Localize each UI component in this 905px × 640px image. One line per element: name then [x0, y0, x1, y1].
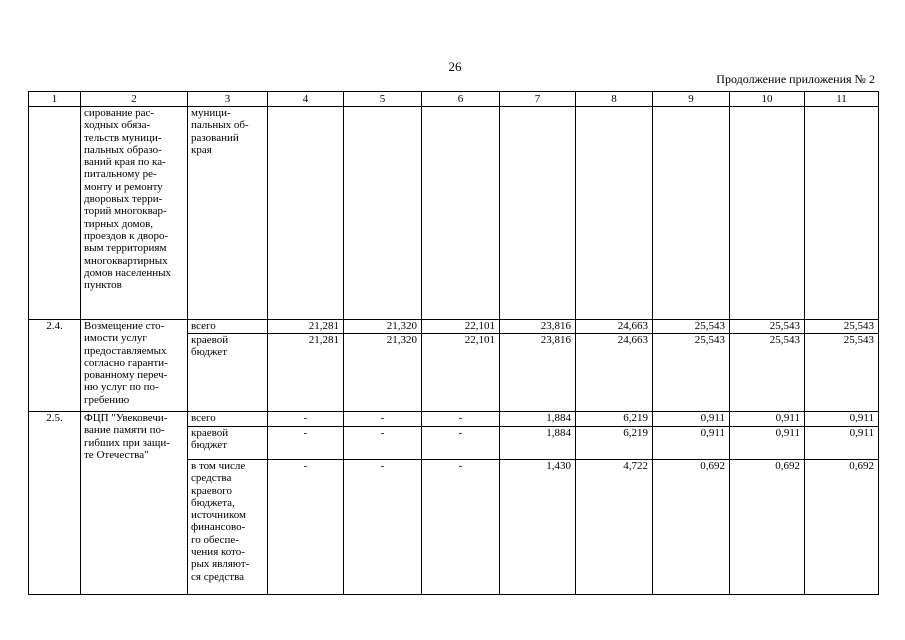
row-code-cell	[29, 107, 81, 320]
row-value-cell	[576, 107, 653, 320]
value-cell: 25,543	[653, 320, 730, 334]
value-cell: 21,320	[344, 320, 422, 334]
page-number: 26	[448, 59, 462, 74]
column-header-6: 6	[422, 92, 500, 107]
value-cell: -	[268, 427, 344, 460]
value-cell: 0,911	[653, 427, 730, 460]
column-header-11: 11	[805, 92, 879, 107]
value-cell: 23,816	[500, 334, 576, 412]
value-cell: -	[344, 460, 422, 595]
value-cell: 22,101	[422, 320, 500, 334]
value-cell: -	[344, 412, 422, 427]
funding-source-cell: всего	[188, 412, 268, 427]
value-cell: -	[268, 412, 344, 427]
column-header-9: 9	[653, 92, 730, 107]
appendix-continuation-label: Продолжение приложения № 2	[716, 72, 875, 86]
value-cell: 25,543	[805, 320, 879, 334]
value-cell: 25,543	[653, 334, 730, 412]
table-row	[29, 412, 879, 427]
value-cell: 21,281	[268, 334, 344, 412]
row-value-cell	[805, 107, 879, 320]
value-cell: 21,320	[344, 334, 422, 412]
table-row-continuation	[29, 107, 879, 320]
row-value-cell	[500, 107, 576, 320]
value-cell: 1,884	[500, 412, 576, 427]
row-value-cell	[268, 107, 344, 320]
value-cell: 1,430	[500, 460, 576, 595]
value-cell: -	[344, 427, 422, 460]
section-code-cell: 2.5.	[29, 412, 81, 595]
value-cell: -	[422, 460, 500, 595]
value-cell: 25,543	[805, 334, 879, 412]
value-cell: 0,911	[730, 427, 805, 460]
value-cell: 0,911	[805, 412, 879, 427]
section-description-cell: Возмещение сто- имости услуг предоставляемых согласно гаранти- рованному переч- ню услуг по по- гребению	[81, 320, 188, 412]
column-header-4: 4	[268, 92, 344, 107]
row-value-cell	[730, 107, 805, 320]
funding-source-cell: всего	[188, 320, 268, 334]
value-cell: 23,816	[500, 320, 576, 334]
funding-source-cell: краевой бюджет	[188, 427, 268, 460]
value-cell: 0,692	[730, 460, 805, 595]
value-cell: 0,692	[805, 460, 879, 595]
row-description-cell: сирование рас- ходных обяза- тельств муници- пальных образо- ваний края по ка- питальному ре- монту и ремонту дворовых терри- торий многоквар- тирных домов, проездов к дворо- вым территориям многоквартирных домов населенных пунктов	[81, 107, 188, 320]
section-description-cell: ФЦП "Увековечи- вание памяти по- гибших при защи- те Отечества"	[81, 412, 188, 595]
value-cell: 25,543	[730, 320, 805, 334]
value-cell: -	[422, 427, 500, 460]
value-cell: 4,722	[576, 460, 653, 595]
budget-table	[28, 91, 879, 595]
column-header-8: 8	[576, 92, 653, 107]
column-header-2: 2	[81, 92, 188, 107]
row-value-cell	[344, 107, 422, 320]
value-cell: -	[422, 412, 500, 427]
value-cell: 24,663	[576, 334, 653, 412]
column-header-1: 1	[29, 92, 81, 107]
column-header-7: 7	[500, 92, 576, 107]
funding-source-cell: в том числе средства краевого бюджета, источником финансово- го обеспе- чения кото- рых являют- ся средства	[188, 460, 268, 595]
column-header-10: 10	[730, 92, 805, 107]
section-code-cell: 2.4.	[29, 320, 81, 412]
value-cell: 1,884	[500, 427, 576, 460]
column-header-3: 3	[188, 92, 268, 107]
row-value-cell	[422, 107, 500, 320]
table-row	[29, 320, 879, 334]
row-source-cell: муници- пальных об- разований края	[188, 107, 268, 320]
value-cell: 21,281	[268, 320, 344, 334]
value-cell: 6,219	[576, 412, 653, 427]
value-cell: 25,543	[730, 334, 805, 412]
value-cell: 22,101	[422, 334, 500, 412]
funding-source-cell: краевой бюджет	[188, 334, 268, 412]
value-cell: 0,911	[653, 412, 730, 427]
value-cell: 0,692	[653, 460, 730, 595]
value-cell: 0,911	[730, 412, 805, 427]
value-cell: 6,219	[576, 427, 653, 460]
value-cell: -	[268, 460, 344, 595]
value-cell: 24,663	[576, 320, 653, 334]
column-header-5: 5	[344, 92, 422, 107]
column-header-row	[29, 92, 879, 107]
row-value-cell	[653, 107, 730, 320]
value-cell: 0,911	[805, 427, 879, 460]
